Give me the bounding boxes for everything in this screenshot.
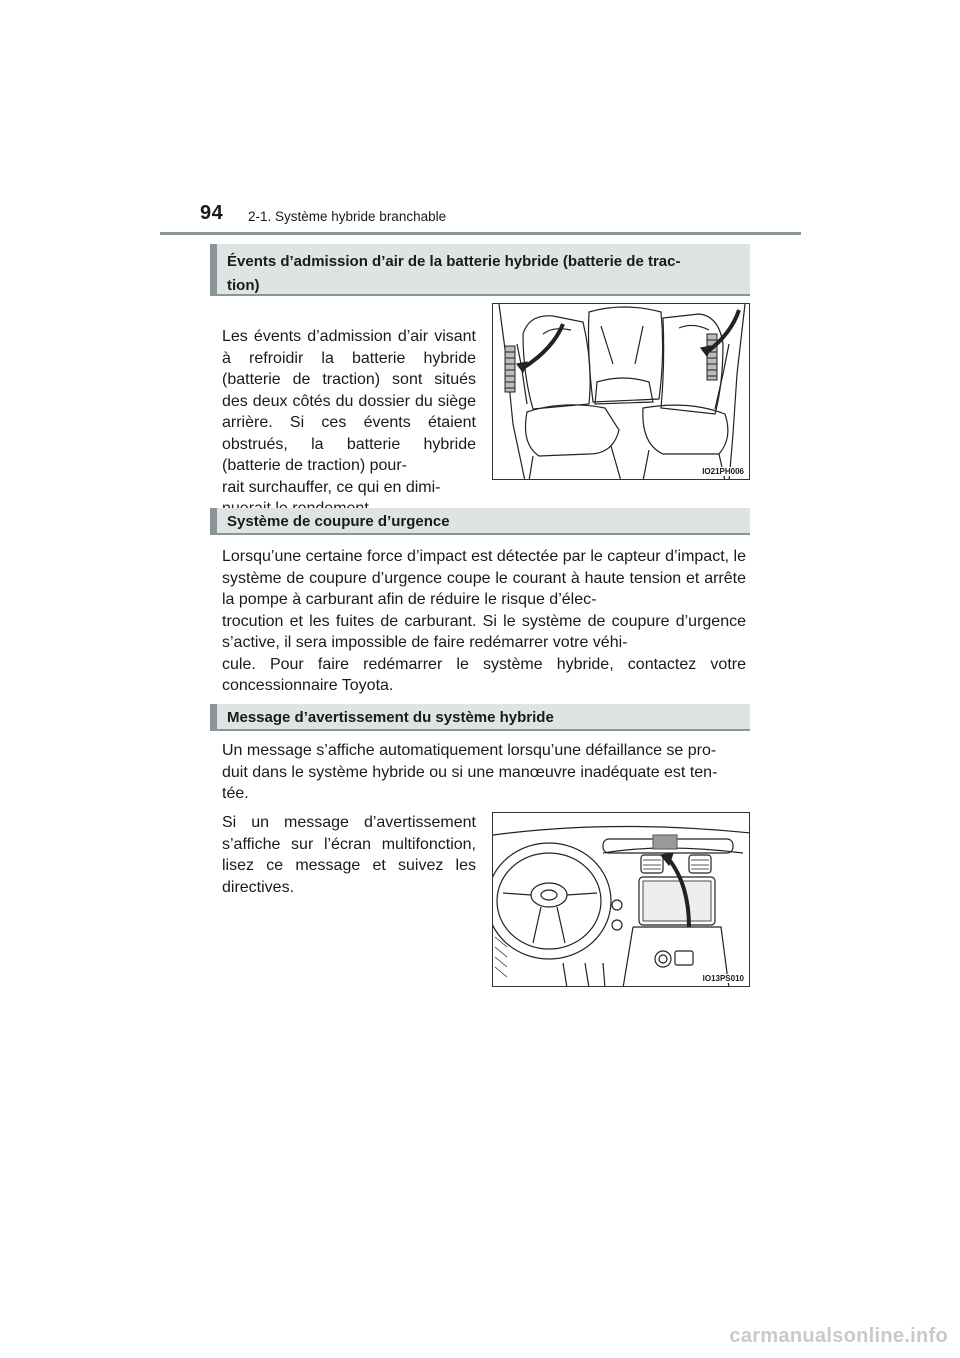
figure-code: IO13PS010 — [702, 974, 744, 983]
section-heading-emergency-cutoff: Système de coupure d’urgence — [210, 508, 750, 535]
emergency-cutoff-paragraph: Lorsqu’une certaine force d’impact est détectée par le capteur d’impact, le système de coupure d’urgence coupe le courant à haute tension et arrête la pompe à carburant afin de réduire le risque d’élec- trocution et les fuites de carburant. Si le système de coupure d’urgence s’active, il sera impossible de faire redémarrer votre véhi- cule. Pour faire redémarrer le système hybride, contactez votre concessionnaire Toyota. — [222, 548, 746, 694]
warning-message-paragraph: Un message s’affiche automatiquement lorsqu’une défaillance se pro- duit dans le système hybride ou si une manœuvre inadéquate est ten- tée. — [222, 742, 718, 802]
section-heading-air-vents: Évents d’admission d’air de la batterie hybride (batterie de trac- tion) — [210, 244, 750, 296]
page-number: 94 — [200, 202, 224, 224]
header-rule — [160, 232, 801, 235]
rear-seat-vents-illustration — [492, 303, 750, 480]
air-vents-paragraph: Les évents d’admission d’air visant à refroidir la batterie hybride (batterie de traction) sont situés des deux côtés du dossier du siège arrière. Si ces évents étaient obstrués, la batterie hybride (batterie de traction) pour- rait surchauffer, ce qui en dimi- — [222, 328, 476, 496]
warning-instructions-paragraph: Si un message d’avertissement s’affiche sur l’écran multifonction, lisez ce message et suivez les directives. — [222, 814, 476, 896]
dashboard-display-illustration — [492, 812, 750, 987]
chapter-title: 2-1. Système hybride branchable — [248, 209, 447, 224]
watermark: carmanualsonline.info — [729, 1325, 948, 1347]
figure-code: IO21PH006 — [702, 467, 744, 476]
section-heading-warning-message: Message d’avertissement du système hybride — [210, 704, 750, 731]
